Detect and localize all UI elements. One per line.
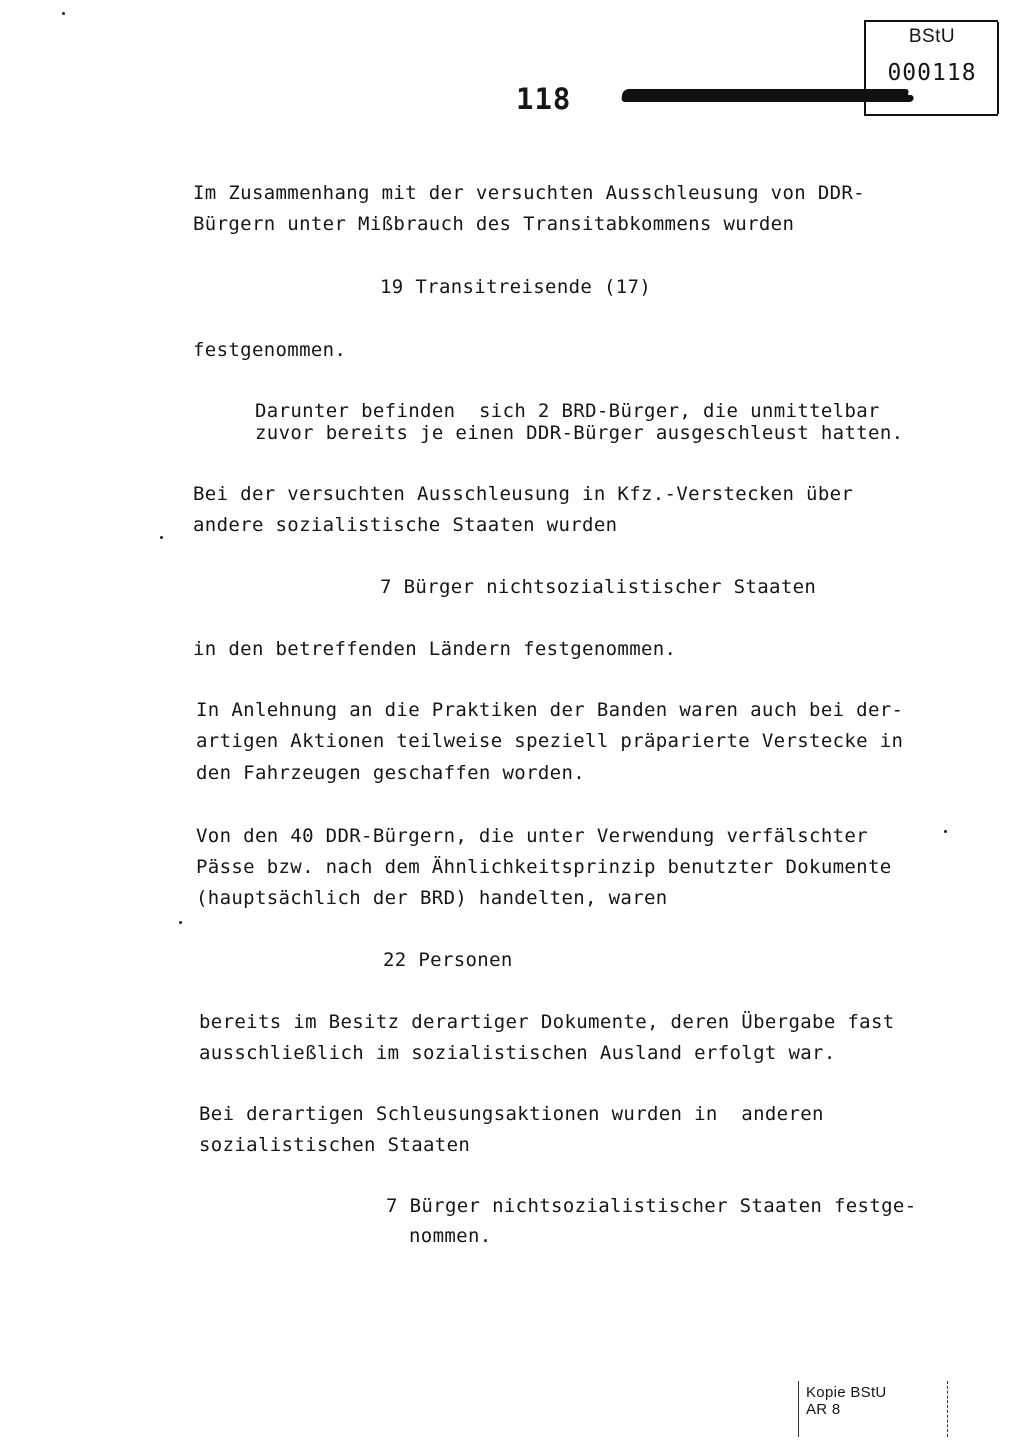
indented-note: zuvor bereits je einen DDR-Bürger ausgeschleust hatten. xyxy=(255,422,904,444)
text-line: artigen Aktionen teilweise speziell präparierte Verstecke in xyxy=(196,730,904,752)
text-line: den Fahrzeugen geschaffen worden. xyxy=(196,762,586,784)
scan-speck xyxy=(160,536,163,539)
text-line: Bei derartigen Schleusungsaktionen wurden in anderen xyxy=(199,1103,824,1125)
archive-stamp-label: BStU xyxy=(908,26,956,47)
text-line: in den betreffenden Ländern festgenommen. xyxy=(193,638,677,660)
text-line: festgenommen. xyxy=(193,339,347,361)
indented-figure: 7 Bürger nichtsozialistischer Staaten festge- xyxy=(386,1195,917,1217)
copy-stamp-line1: Kopie BStU xyxy=(806,1384,887,1401)
scan-speck xyxy=(62,12,65,15)
text-line: ausschließlich im sozialistischen Ausland erfolgt war. xyxy=(199,1042,836,1064)
text-line: Bürgern unter Mißbrauch des Transitabkommens wurden xyxy=(193,213,795,235)
text-line: (hauptsächlich der BRD) handelten, waren xyxy=(196,887,668,909)
indented-figure: nommen. xyxy=(409,1225,492,1247)
text-line: Im Zusammenhang mit der versuchten Ausschleusung von DDR- xyxy=(193,182,865,204)
text-line: Pässe bzw. nach dem Ähnlichkeitsprinzip benutzter Dokumente xyxy=(196,856,892,878)
copy-stamp-line2: AR 8 xyxy=(806,1401,841,1418)
scan-speck xyxy=(179,921,182,924)
text-line: In Anlehnung an die Praktiken der Banden waren auch bei der- xyxy=(196,699,904,721)
redaction-bar xyxy=(621,89,909,102)
indented-figure: 19 Transitreisende (17) xyxy=(380,276,652,298)
archive-stamp-number: 000118 xyxy=(887,60,977,86)
text-line: andere sozialistische Staaten wurden xyxy=(193,514,618,536)
text-line: sozialistischen Staaten xyxy=(199,1134,471,1156)
text-line: Von den 40 DDR-Bürgern, die unter Verwendung verfälschter xyxy=(196,825,868,847)
copy-stamp xyxy=(798,1381,948,1437)
scan-speck xyxy=(944,830,947,833)
text-line: bereits im Besitz derartiger Dokumente, deren Übergabe fast xyxy=(199,1011,895,1033)
indented-figure: 22 Personen xyxy=(383,949,513,971)
page-number: 118 xyxy=(516,82,572,116)
indented-note: Darunter befinden sich 2 BRD-Bürger, die unmittelbar xyxy=(255,400,880,422)
indented-figure: 7 Bürger nichtsozialistischer Staaten xyxy=(380,576,817,598)
text-line: Bei der versuchten Ausschleusung in Kfz.-Verstecken über xyxy=(193,483,854,505)
